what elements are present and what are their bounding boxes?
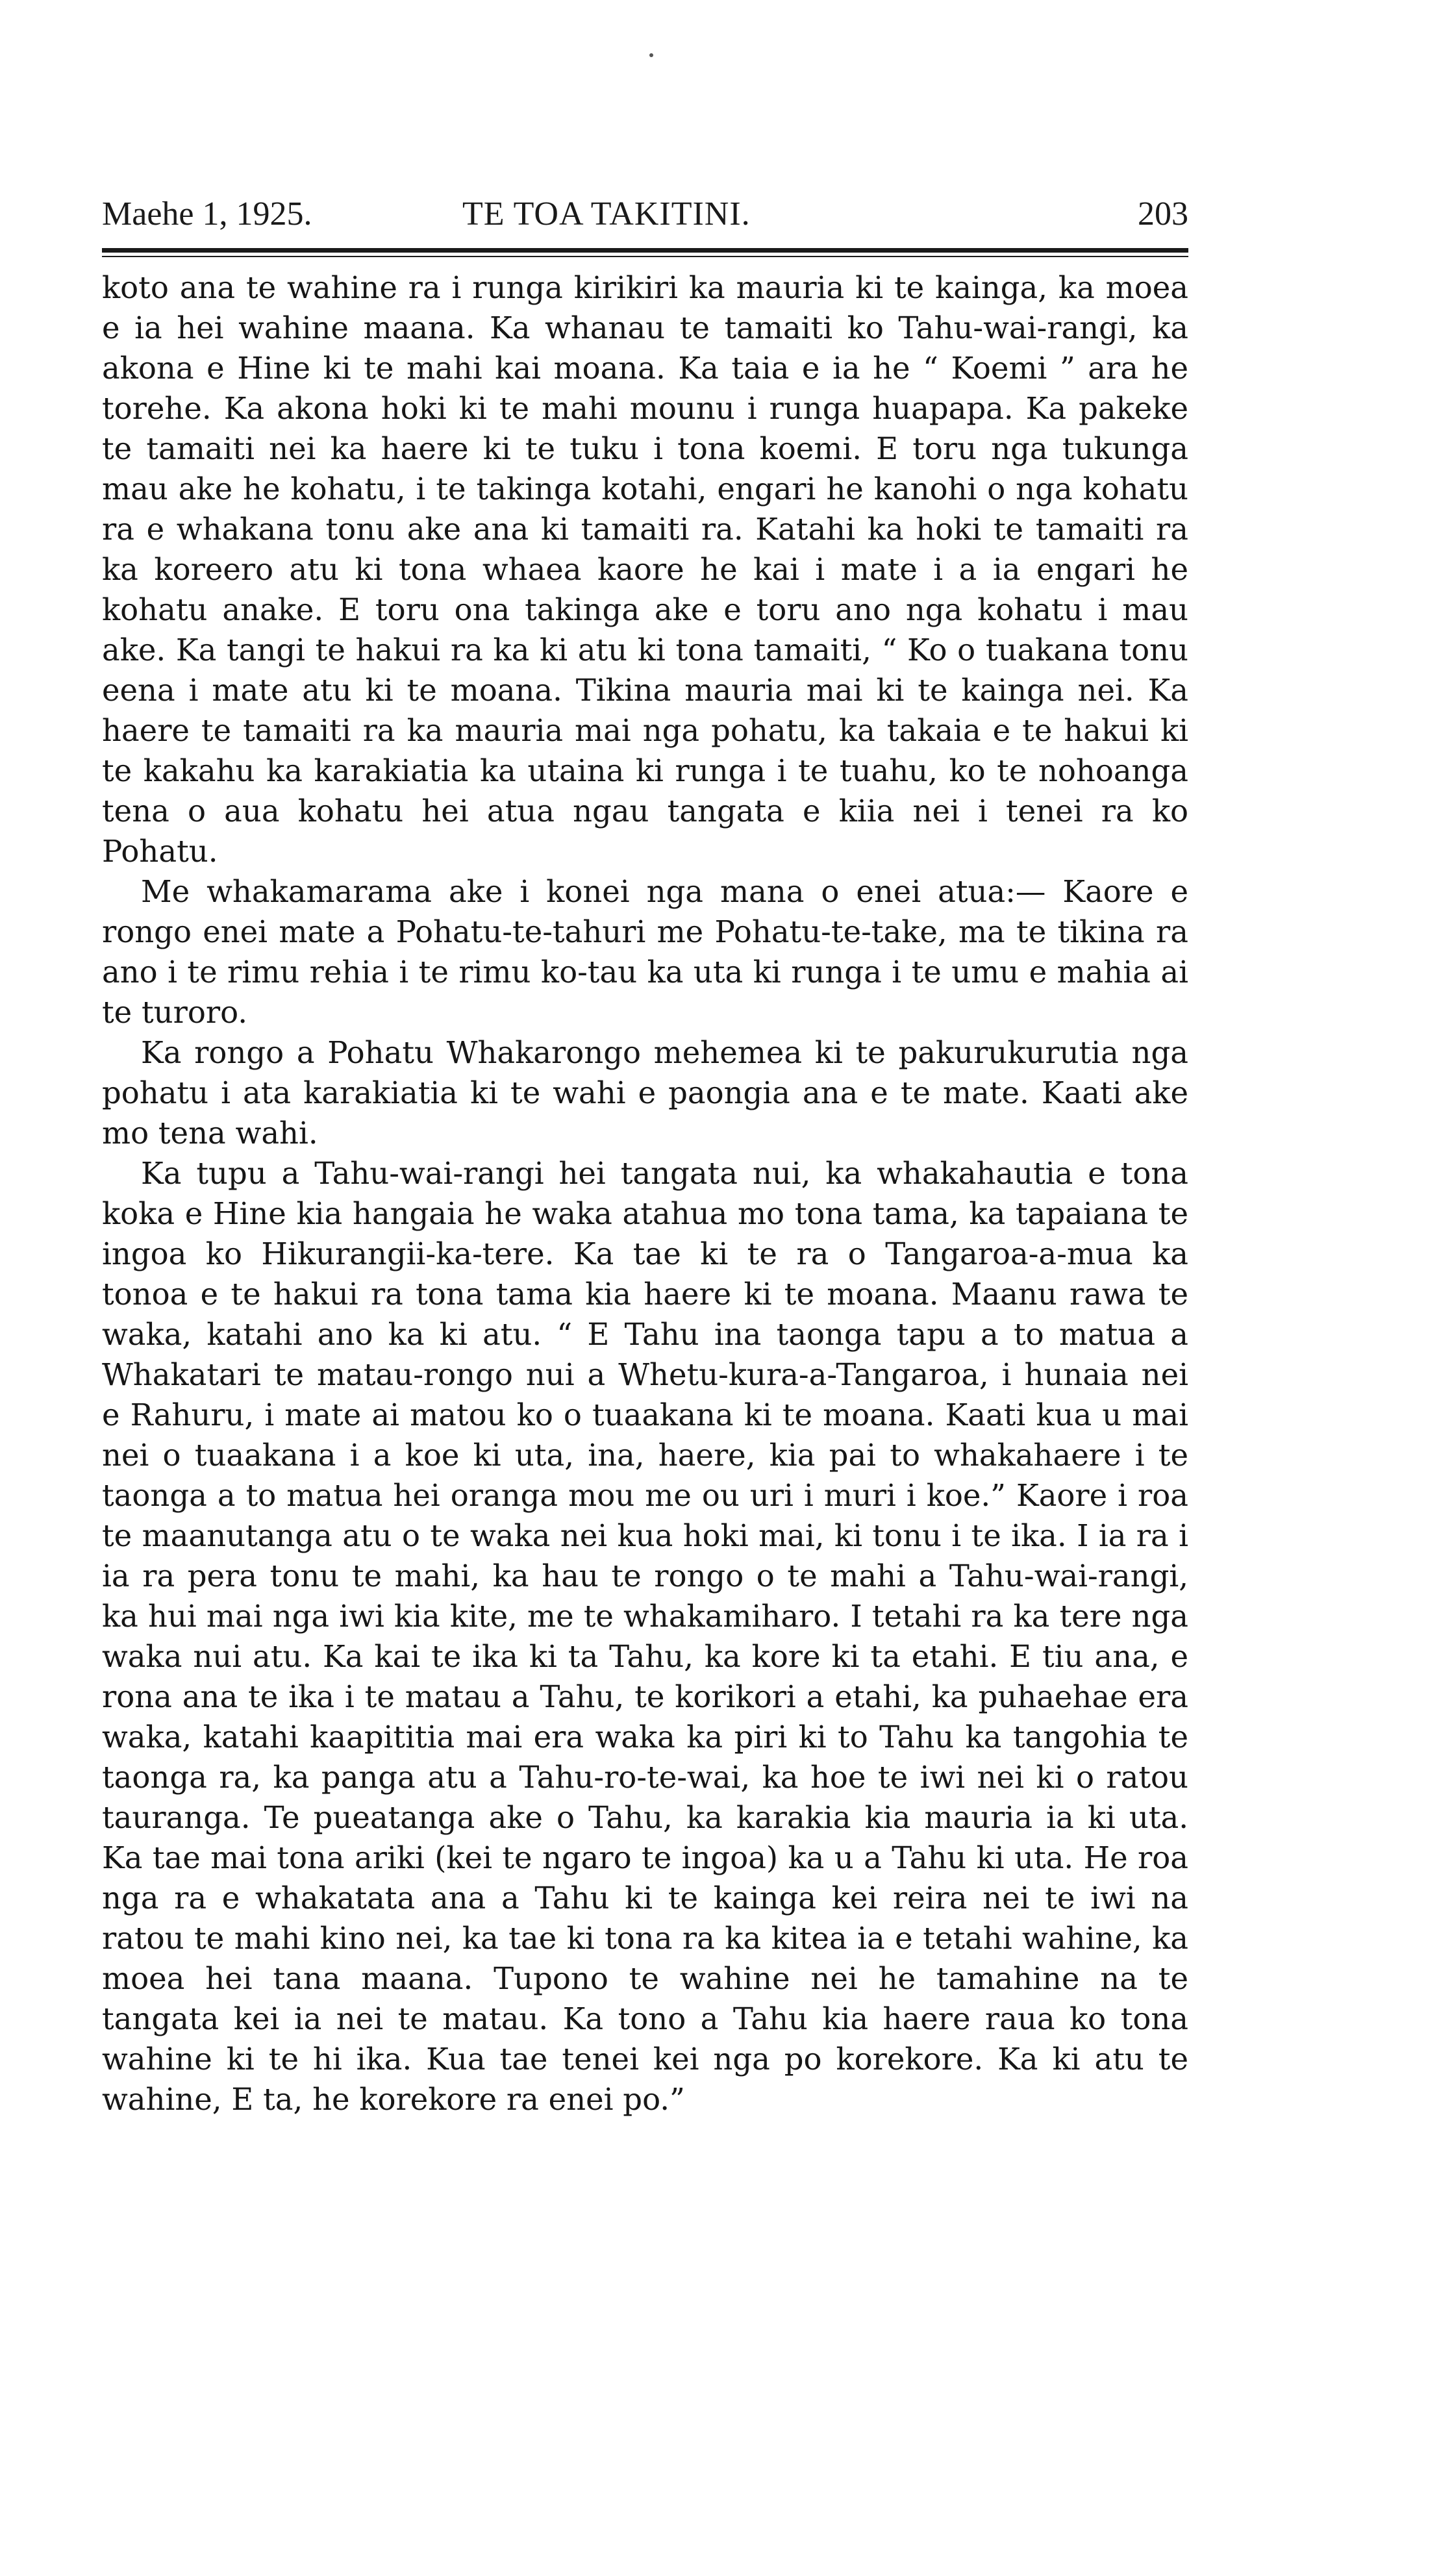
- paragraph-2: Me whakamarama ake i konei nga mana o enei atua:— Kaore e rongo enei mate a Pohatu-te-tahuri me Pohatu-te-take, ma te tikina ra ano i te rimu rehia i te rimu ko-tau ka uta ki runga i te umu e mahia ai te turoro.: [102, 874, 1188, 1030]
- page-number: 203: [1138, 195, 1188, 232]
- paragraph-1: koto ana te wahine ra i runga kirikiri ka mauria ki te kainga, ka moea e ia hei wahine maana. Ka whanau te tamaiti ko Tahu-wai-rangi, ka akona e Hine ki te mahi kai moana. Ka taia e ia he “ Koemi ” ara he torehe. Ka akona hoki ki te mahi mounu i runga huapapa. Ka pakeke te tamaiti nei ka haere ki te tuku i tona koemi. E toru nga tukunga mau ake he kohatu, i te takinga kotahi, engari he kanohi o nga kohatu ra e whakana tonu ake ana ki tamaiti ra. Katahi ka hoki te tamaiti ra ka koreero atu ki tona whaea kaore he kai i mate i a ia engari he kohatu anake. E toru ona takinga ake e toru ano nga kohatu i mau ake. Ka tangi te hakui ra ka ki atu ki tona tamaiti, “ Ko o tuakana tonu eena i mate atu ki te moana. Tikina mauria mai ki te kainga nei. Ka haere te tamaiti ra ka mauria mai nga pohatu, ka takaia e te hakui ki te kakahu ka karakiatia ka utaina ki runga i te tuahu, ko te nohoanga tena o aua kohatu hei atua ngau tangata e kiia nei i tenei ra ko Pohatu.: [102, 270, 1188, 869]
- header-date: Maehe 1, 1925.: [102, 195, 312, 232]
- header-rule: [102, 248, 1188, 253]
- article-body: [102, 268, 1188, 2553]
- running-header: [102, 188, 1188, 247]
- paragraph-4: Ka tupu a Tahu-wai-rangi hei tangata nui, ka whakahautia e tona koka e Hine kia hangaia he waka atahua mo tona tama, ka tapaiana te ingoa ko Hikurangii-ka-tere. Ka tae ki te ra o Tangaroa-a-mua ka tonoa e te hakui ra tona tama kia haere ki te moana. Maanu rawa te waka, katahi ano ka ki atu. “ E Tahu ina taonga tapu a to matua a Whakatari te matau-rongo nui a Whetu-kura-a-Tangaroa, i hunaia nei e Rahuru, i mate ai matou ko o tuaakana ki te moana. Kaati kua u mai nei o tuaakana i a koe ki uta, ina, haere, kia pai to whakahaere i te taonga a to matua hei oranga mou me ou uri i muri i koe.” Kaore i roa te maanutanga atu o te waka nei kua hoki mai, ki tonu i te ika. I ia ra i ia ra pera tonu te mahi, ka hau te rongo o te mahi a Tahu-wai-rangi, ka hui mai nga iwi kia kite, me te whakamiharo. I tetahi ra ka tere nga waka nui atu. Ka kai te ika ki ta Tahu, ka kore ki ta etahi. E tiu ana, e rona ana te ika i te matau a Tahu, te korikori a etahi, ka puhaehae era waka, katahi kaapititia mai era waka ka piri ki to Tahu ka tangohia te taonga ra, ka panga atu a Tahu-ro-te-wai, ka hoe te iwi nei ki o ratou tauranga. Te pueatanga ake o Tahu, ka karakia kia mauria ia ki uta. Ka tae mai tona ariki (kei te ngaro te ingoa) ka u a Tahu ki uta. He roa nga ra e whakatata ana a Tahu ki te kainga kei reira nei te iwi na ratou te mahi kino nei, ka tae ki tona ra ka kitea ia e tetahi wahine, ka moea hei tana maana. Tupono te wahine nei he tamahine na te tangata kei ia nei te matau. Ka tono a Tahu kia haere raua ko tona wahine ki te hi ika. Kua tae tenei kei nga po korekore. Ka ki atu te wahine, E ta, he korekore ra enei po.”: [102, 1156, 1188, 2117]
- journal-title: TE TOA TAKITINI.: [462, 195, 751, 232]
- ink-speck: [649, 53, 653, 57]
- paragraph-3: Ka rongo a Pohatu Whakarongo mehemea ki te pakurukurutia nga pohatu i ata karakiatia ki te wahi e paongia ana e te mate. Kaati ake mo tena wahi.: [102, 1035, 1188, 1151]
- header-rule-thin: [102, 256, 1188, 257]
